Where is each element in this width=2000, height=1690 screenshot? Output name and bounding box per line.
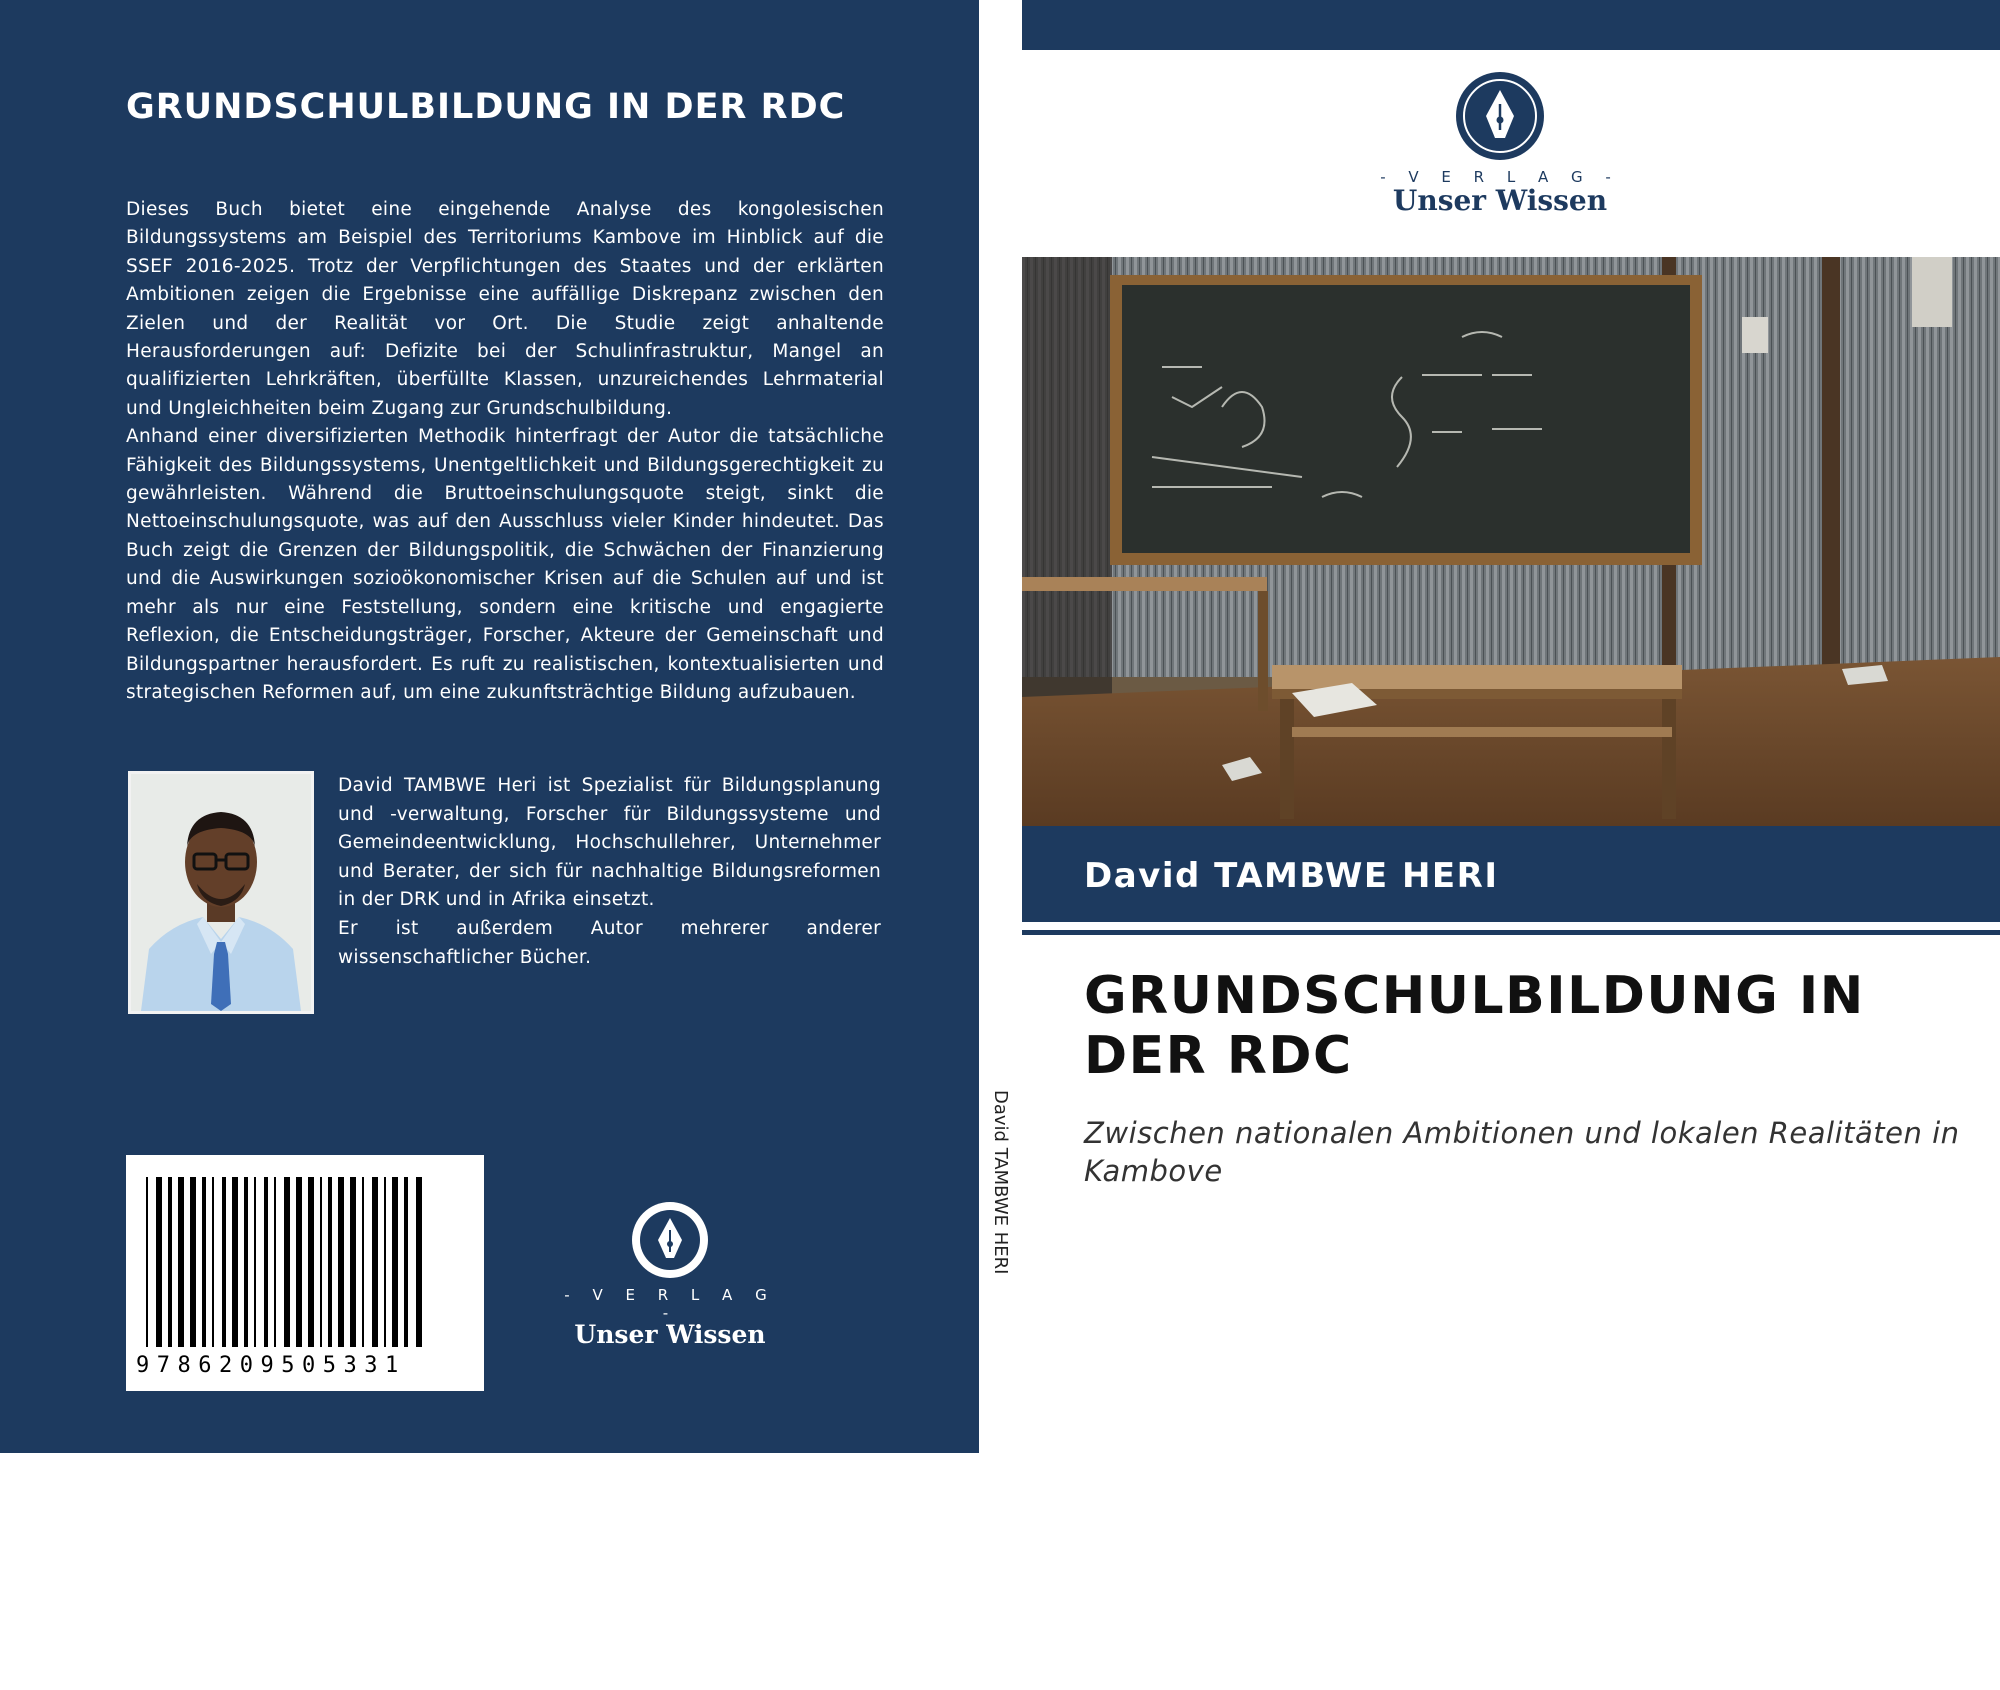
spine-author: David TAMBWE HERI: [990, 1090, 1011, 1275]
author-band: [1022, 826, 2000, 922]
pen-nib-logo-icon: [630, 1200, 710, 1280]
barcode-icon: [126, 1155, 484, 1355]
front-cover-subtitle: Zwischen nationalen Ambitionen und lokalen Realitäten in Kambove: [1084, 1116, 1960, 1188]
pen-nib-logo-icon: [1454, 70, 1546, 162]
blurb-paragraph: Anhand einer diversifizierten Methodik hinterfragt der Autor die tatsächliche Fähigkeit des Bildungssystems, Unentgeltlichkeit und Bildungsgerechtigkeit zu gewährleisten. Während die Bruttoeinschulungsquote steigt, sinkt die Nettoeinschulungsquote, was auf den Ausschluss vieler Kinder hindeutet. Das Buch zeigt die Grenzen der Bildungspolitik, die Schwächen der Finanzierung und die Auswirkungen sozioökonomischer Krisen auf die Schulen auf und ist mehr als nur eine Feststellung, sondern eine kritische und engagierte Reflexion, die Entscheidungsträger, Forscher, Akteure der Gemeinschaft und Bildungspartner herausfordert. Es ruft zu realistischen, kontextualisierten und strategischen Reformen auf, um eine zukunftsträchtige Bildung aufzubauen.: [126, 426, 884, 703]
classroom-photo: [1022, 257, 2000, 826]
logo-publisher-name: Unser Wissen: [574, 1320, 766, 1349]
author-bio-paragraph: David TAMBWE Heri ist Spezialist für Bildungsplanung und -verwaltung, Forscher für Bildungssysteme und Gemeindeentwicklung, Hochschullehrer, Unternehmer und Berater, der sich für nachhaltige Bildungsreformen in der DRK und in Afrika einsetzt.: [338, 775, 881, 911]
back-cover: [0, 0, 979, 1453]
author-bio-paragraph: Er ist außerdem Autor mehrerer anderer wissenschaftlicher Bücher.: [338, 917, 881, 968]
front-publisher-logo: [1370, 70, 1630, 220]
front-author-name: David TAMBWE HERI: [1084, 856, 1499, 896]
author-bio: [338, 772, 881, 972]
author-photo: [128, 771, 314, 1014]
isbn-digits: 9786209505331: [136, 1353, 406, 1378]
isbn-barcode: [126, 1155, 484, 1391]
back-publisher-logo: [560, 1200, 780, 1349]
back-cover-title: GRUNDSCHULBILDUNG IN DER RDC: [126, 87, 846, 127]
front-top-bar: [1022, 0, 2000, 50]
logo-publisher-name: Unser Wissen: [1392, 184, 1608, 217]
logo-verlag-text: - V E R L A G -: [1380, 168, 1620, 186]
blurb-paragraph: Dieses Buch bietet eine eingehende Analyse des kongolesischen Bildungssystems am Beispiel des Territoriums Kambove im Hinblick auf die SSEF 2016-2025. Trotz der Verpflichtungen des Staates und der erklärten Ambitionen zeigen die Ergebnisse eine auffällige Diskrepanz zwischen den Zielen und der Realität vor Ort. Die Studie zeigt anhaltende Herausforderungen auf: Defizite bei der Schulinfrastruktur, Mangel an qualifizierten Lehrkräften, überfüllte Klassen, unzureichendes Lehrmaterial und Ungleichheiten beim Zugang zur Grundschulbildung.: [126, 199, 884, 419]
back-cover-blurb: [126, 196, 884, 707]
front-cover-title: GRUNDSCHULBILDUNG IN DER RDC: [1084, 966, 1865, 1086]
divider-line: [1022, 930, 2000, 935]
logo-verlag-text: - V E R L A G -: [564, 1286, 776, 1322]
spine: [979, 0, 1021, 1453]
